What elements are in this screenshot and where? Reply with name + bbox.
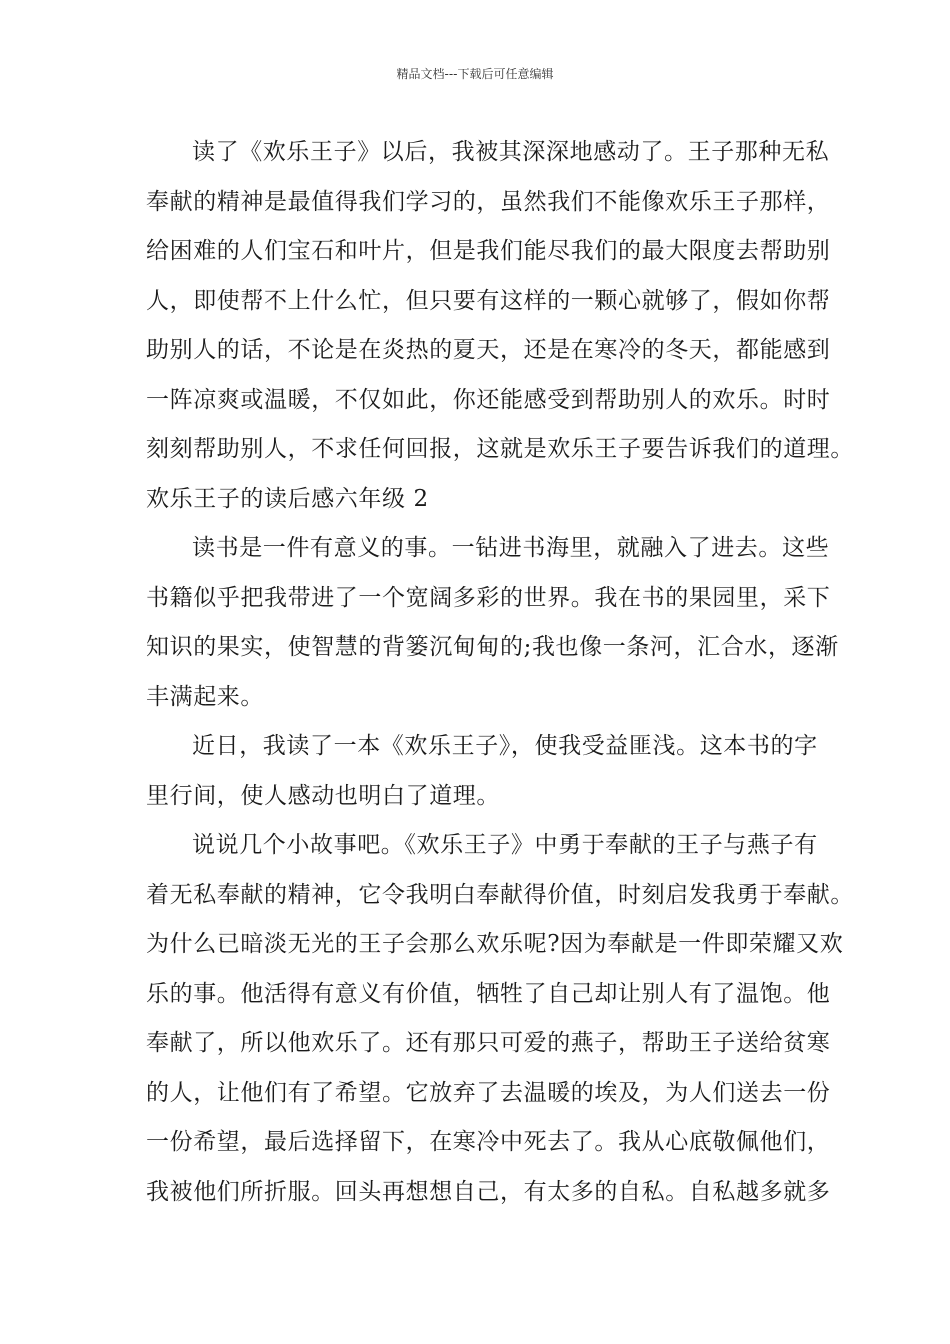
text-line: 近日，我读了一本《欢乐王子》，使我受益匪浅。这本书的字 (192, 733, 818, 759)
text-line: 里行间，使人感动也明白了道理。 (146, 782, 500, 809)
text-line: 为什么已暗淡无光的王子会那么欢乐呢?因为奉献是一件即荣耀又欢 (146, 931, 844, 957)
text-line: 一份希望，最后选择留下，在寒冷中死去了。我从心底敬佩他们， (146, 1129, 831, 1155)
text-line: 助别人的话，不论是在炎热的夏天，还是在寒冷的冬天，都能感到 (146, 337, 831, 363)
document-body (146, 128, 854, 1217)
text-line: 欢乐王子的读后感六年级 2 (146, 485, 429, 512)
text-line: 知识的果实，使智慧的背篓沉甸甸的;我也像一条河，汇合水，逐渐 (146, 634, 839, 660)
text-line: 我被他们所折服。回头再想想自己，有太多的自私。自私越多就多 (146, 1178, 831, 1205)
text-line: 书籍似乎把我带进了一个宽阔多彩的世界。我在书的果园里，采下 (146, 584, 831, 611)
text-line: 奉献了，所以他欢乐了。还有那只可爱的燕子，帮助王子送给贫寒 (146, 1030, 831, 1056)
text-line: 乐的事。他活得有意义有价值，牺牲了自己却让别人有了温饱。他 (146, 980, 831, 1007)
text-line: 一阵凉爽或温暖，不仅如此，你还能感受到帮助别人的欢乐。时时 (146, 386, 831, 413)
text-line: 丰满起来。 (146, 683, 264, 710)
text-line: 人，即使帮不上什么忙，但只要有这样的一颗心就够了，假如你帮 (146, 287, 831, 314)
text-line: 说说几个小故事吧。《欢乐王子》中勇于奉献的王子与燕子有 (192, 832, 818, 858)
text-line: 读书是一件有意义的事。一钻进书海里，就融入了进去。这些 (192, 535, 830, 561)
text-line: 着无私奉献的精神，它令我明白奉献得价值，时刻启发我勇于奉献。 (146, 881, 854, 908)
text-line: 给困难的人们宝石和叶片，但是我们能尽我们的最大限度去帮助别 (146, 238, 831, 264)
text-line: 的人，让他们有了希望。它放弃了去温暖的埃及，为人们送去一份 (146, 1079, 831, 1106)
text-line: 读了《欢乐王子》以后，我被其深深地感动了。王子那种无私 (192, 139, 830, 165)
page-header: 精品文档---下载后可任意编辑 (396, 67, 554, 81)
text-line: 奉献的精神是最值得我们学习的，虽然我们不能像欢乐王子那样， (146, 188, 831, 215)
text-line: 刻刻帮助别人，不求任何回报，这就是欢乐王子要告诉我们的道理。 (146, 436, 854, 462)
